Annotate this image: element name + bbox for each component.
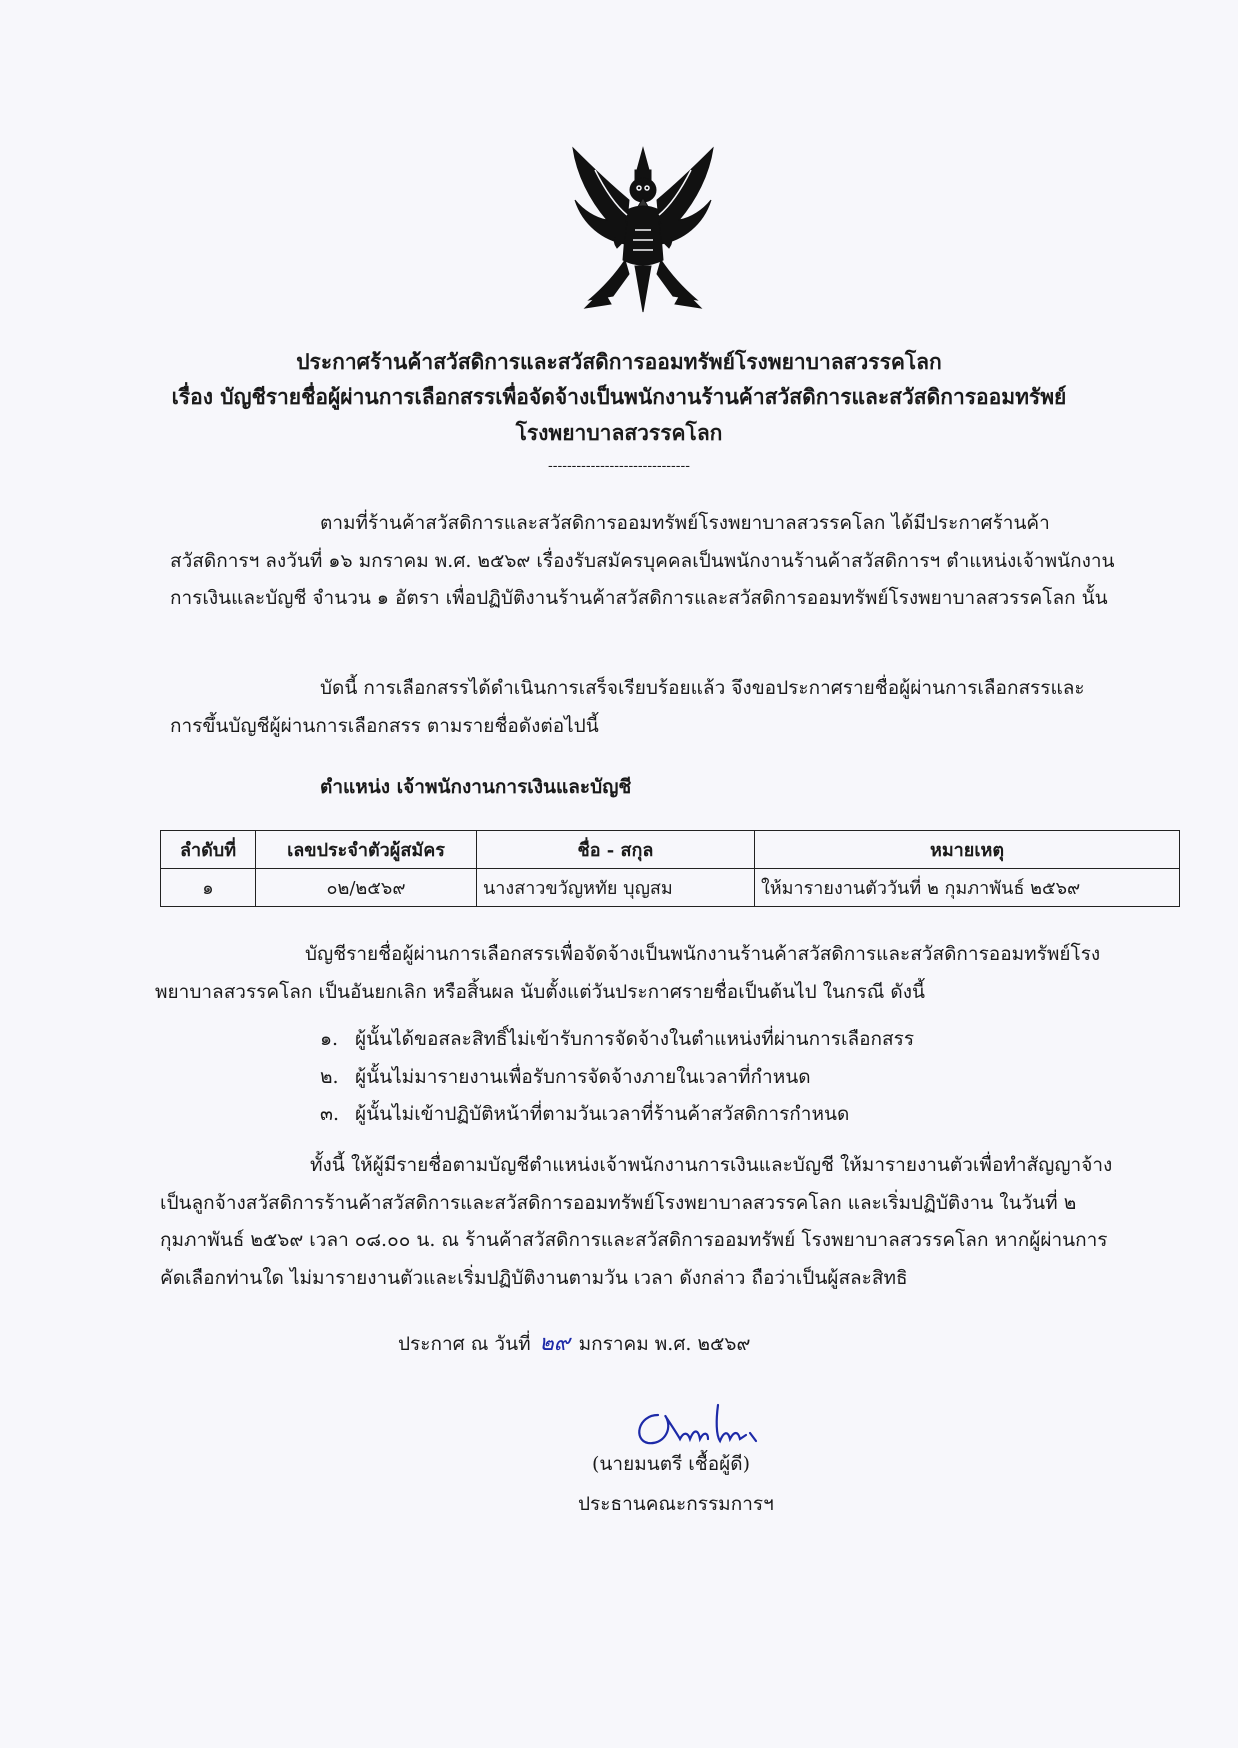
condition-text: ผู้นั้นไม่เข้าปฏิบัติหน้าที่ตามวันเวลาที่ร้านค้าสวัสดิการกำหนด [355, 1103, 850, 1125]
cell-order: ๑ [161, 869, 256, 907]
condition-number: ๑. [320, 1028, 339, 1050]
intro-paragraph-text: ตามที่ร้านค้าสวัสดิการและสวัสดิการออมทรัพย์โรงพยาบาลสวรรคโลก ได้มีประกาศร้านค้าสวัสดิการฯ ลงวันที่ ๑๖ มกราคม พ.ศ. ๒๕๖๙ เรื่องรับสมัครบุคคลเป็นพนักงานร้านค้าสวัสดิการฯ ตำแหน่งเจ้าพนักงานการเงินและบัญชี จำนวน ๑ อัตรา เพื่อปฏิบัติงานร้านค้าสวัสดิการและสวัสดิการออมทรัพย์โรงพยาบาลสวรรคโลก นั้น [170, 512, 1115, 609]
cell-applicant-id: ๐๒/๒๕๖๙ [256, 869, 477, 907]
column-header-name: ชื่อ - สกุล [477, 831, 755, 869]
condition-number: ๓. [320, 1103, 340, 1125]
announcement-date [398, 1325, 750, 1360]
signatory-name: (นายมนตรี เชื้อผู้ดี) [592, 1453, 750, 1475]
column-header-remark: หมายเหตุ [755, 831, 1180, 869]
signatory-title: ประธานคณะกรรมการฯ [578, 1493, 774, 1515]
cancellation-paragraph-text: บัญชีรายชื่อผู้ผ่านการเลือกสรรเพื่อจัดจ้างเป็นพนักงานร้านค้าสวัสดิการและสวัสดิการออมทรัพย์โรงพยาบาลสวรรคโลก เป็นอันยกเลิก หรือสิ้นผล นับตั้งแต่วันประกาศรายชื่อเป็นต้นไป ในกรณี ดังนี้ [155, 943, 1101, 1003]
list-item [320, 1021, 914, 1059]
cell-remark: ให้มารายงานตัววันที่ ๒ กุมภาพันธ์ ๒๕๖๙ [755, 869, 1180, 907]
intro-paragraph [170, 505, 1115, 618]
signature-icon [628, 1395, 768, 1455]
result-paragraph [170, 670, 1115, 745]
condition-number: ๒. [320, 1065, 339, 1088]
handwritten-day: ๒๙ [539, 1331, 570, 1356]
result-paragraph-text: บัดนี้ การเลือกสรรได้ดำเนินการเสร็จเรียบร้อยแล้ว จึงขอประกาศรายชื่อผู้ผ่านการเลือกสรรและการขึ้นบัญชีผู้ผ่านการเลือกสรร ตามรายชื่อดังต่อไปนี้ [170, 677, 1085, 737]
table-row [161, 869, 1180, 907]
cancellation-paragraph [155, 936, 1115, 1011]
column-header-order: ลำดับที่ [161, 831, 256, 869]
results-table [160, 830, 1180, 907]
table-header-row [161, 831, 1180, 869]
list-item [320, 1059, 914, 1097]
reporting-paragraph-text: ทั้งนี้ ให้ผู้มีรายชื่อตามบัญชีตำแหน่งเจ้าพนักงานการเงินและบัญชี ให้มารายงานตัวเพื่อทำสัญญาจ้างเป็นลูกจ้างสวัสดิการร้านค้าสวัสดิการและสวัสดิการออมทรัพย์โรงพยาบาลสวรรคโลก และเริ่มปฏิบัติงาน ในวันที่ ๒ กุมภาพันธ์ ๒๕๖๙ เวลา ๐๘.๐๐ น. ณ ร้านค้าสวัสดิการและสวัสดิการออมทรัพย์ โรงพยาบาลสวรรคโลก หากผู้ผ่านการคัดเลือกท่านใด ไม่มารายงานตัวและเริ่มปฏิบัติงานตามวัน เวลา ดังกล่าว ถือว่าเป็นผู้สละสิทธิ [160, 1154, 1113, 1289]
reporting-paragraph [160, 1147, 1130, 1297]
cell-name: นางสาวขวัญหทัย บุญสม [477, 869, 755, 907]
cancellation-conditions [320, 1021, 914, 1134]
position-heading: ตำแหน่ง เจ้าพนักงานการเงินและบัญชี [320, 776, 632, 798]
condition-text: ผู้นั้นได้ขอสละสิทธิ์ไม่เข้ารับการจัดจ้างในตำแหน่งที่ผ่านการเลือกสรร [355, 1028, 915, 1050]
garuda-emblem-icon [555, 140, 731, 316]
date-suffix: มกราคม พ.ศ. ๒๕๖๙ [578, 1333, 751, 1355]
column-header-applicant-id: เลขประจำตัวผู้สมัคร [256, 831, 477, 869]
title-separator: ------------------------------ [548, 458, 690, 474]
announcement-subject-continued: โรงพยาบาลสวรรคโลก [515, 420, 723, 445]
announcement-subject: เรื่อง บัญชีรายชื่อผู้ผ่านการเลือกสรรเพื่อจัดจ้างเป็นพนักงานร้านค้าสวัสดิการและสวัสดิการออมทรัพย์ [171, 384, 1067, 409]
announcement-title: ประกาศร้านค้าสวัสดิการและสวัสดิการออมทรัพย์โรงพยาบาลสวรรคโลก [296, 349, 942, 374]
date-prefix: ประกาศ ณ วันที่ [398, 1333, 531, 1355]
condition-text: ผู้นั้นไม่มารายงานเพื่อรับการจัดจ้างภายในเวลาที่กำหนด [355, 1065, 811, 1088]
list-item [320, 1096, 914, 1134]
